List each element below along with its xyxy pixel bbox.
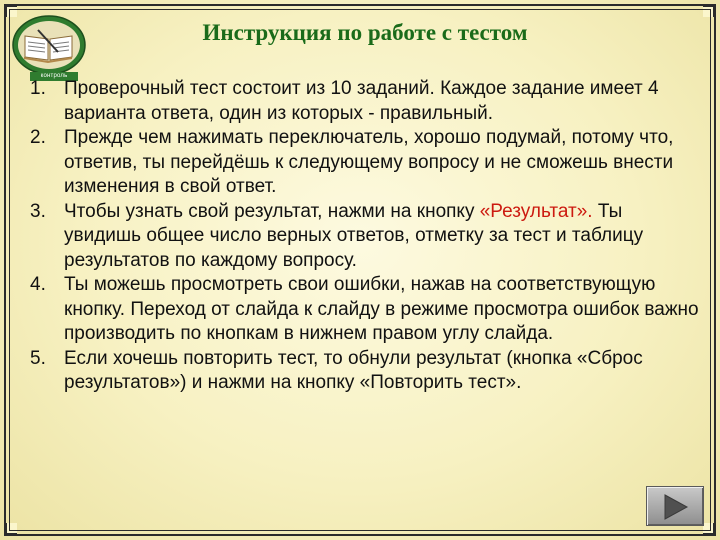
item-text: Проверочный тест состоит из 10 заданий. Каждое задание имеет 4 варианта ответа, один из которых - правильный. [64,78,659,124]
result-button-reference: «Результат». [479,200,593,222]
item-text: Ты можешь просмотреть свои ошибки, нажав на соответствующую кнопку. Переход от слайда к слайду в режиме просмотра ошибок важно производить по кнопкам в нижнем правом углу слайда. [64,274,699,344]
logo-label: контроль [30,72,78,81]
logo [8,12,88,79]
next-slide-button[interactable] [646,486,704,526]
item-number: 1. [30,78,46,99]
list-item [30,200,700,274]
page-title: Инструкция по работе с тестом [202,20,528,45]
item-text: Прежде чем нажимать переключатель, хорошо подумай, потому что, ответив, ты перейдёшь к следующему вопросу и не сможешь внести изменения в свой ответ. [64,127,674,197]
list-item [30,273,700,347]
list-item [30,77,700,126]
item-number: 5. [30,347,46,369]
book-icon [8,12,88,76]
item-text: Чтобы узнать свой результат, нажми на кнопку «Результат». Ты увидишь общее число верных ответов, отметку за тест и таблицу результатов по каждому вопросу. [64,200,644,271]
item-number: 2. [30,127,46,148]
instructions-list [30,77,700,396]
item-text: Если хочешь повторить тест, то обнули результат (кнопка «Сброс результатов») и нажми на кнопку «Повторить тест». [64,347,643,393]
list-item [30,126,700,200]
item-number: 3. [30,200,46,222]
item-number: 4. [30,274,46,295]
play-arrow-icon [663,494,689,520]
list-item [30,347,700,396]
